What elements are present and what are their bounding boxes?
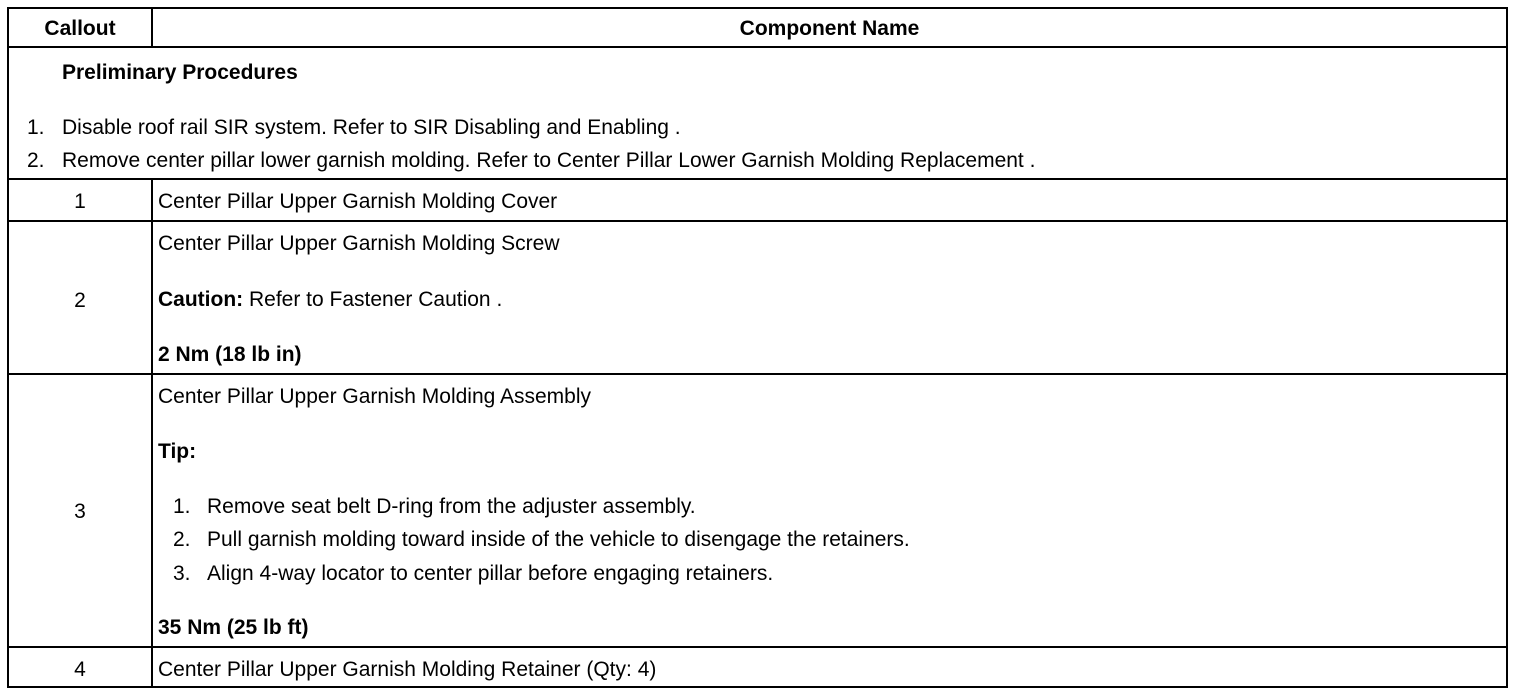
row-divider xyxy=(9,220,1506,222)
column-divider xyxy=(151,178,153,686)
tip-step-text: Remove seat belt D-ring from the adjuster assembly. xyxy=(207,495,696,518)
component-name: Center Pillar Upper Garnish Molding Assembly xyxy=(158,385,592,408)
torque-spec: 2 Nm (18 lb in) xyxy=(158,343,302,366)
torque-spec: 35 Nm (25 lb ft) xyxy=(158,616,309,639)
component-name: Center Pillar Upper Garnish Molding Retainer (Qty: 4) xyxy=(158,658,657,681)
row-callout: 4 xyxy=(74,658,86,681)
component-table xyxy=(7,7,1508,688)
row-callout: 3 xyxy=(74,500,86,523)
caution-text: Refer to Fastener Caution . xyxy=(243,288,503,311)
preliminary-step-text: Disable roof rail SIR system. Refer to SIR Disabling and Enabling . xyxy=(62,116,681,139)
caution-note xyxy=(158,288,502,312)
preliminary-step-number: 1. xyxy=(27,116,45,139)
row-divider xyxy=(9,646,1506,648)
tip-label: Tip: xyxy=(158,440,197,463)
header-divider xyxy=(9,46,1506,48)
tip-step-number: 3. xyxy=(173,562,191,585)
tip-step-text: Align 4-way locator to center pillar before engaging retainers. xyxy=(207,562,774,585)
preliminary-step-number: 2. xyxy=(27,149,45,172)
row-callout: 2 xyxy=(74,289,86,312)
header-column-divider xyxy=(151,9,153,46)
tip-step-text: Pull garnish molding toward inside of the vehicle to disengage the retainers. xyxy=(207,528,910,551)
header-callout: Callout xyxy=(44,17,116,40)
row-callout: 1 xyxy=(74,190,86,213)
preliminary-step-text: Remove center pillar lower garnish molding. Refer to Center Pillar Lower Garnish Molding Replacement . xyxy=(62,149,1036,172)
component-name: Center Pillar Upper Garnish Molding Cover xyxy=(158,190,558,213)
tip-step-number: 1. xyxy=(173,495,191,518)
header-component-name: Component Name xyxy=(739,17,920,40)
tip-step-number: 2. xyxy=(173,528,191,551)
row-divider xyxy=(9,178,1506,180)
caution-label: Caution: xyxy=(158,288,244,311)
preliminary-title: Preliminary Procedures xyxy=(62,61,298,84)
row-divider xyxy=(9,373,1506,375)
component-name: Center Pillar Upper Garnish Molding Screw xyxy=(158,232,560,255)
